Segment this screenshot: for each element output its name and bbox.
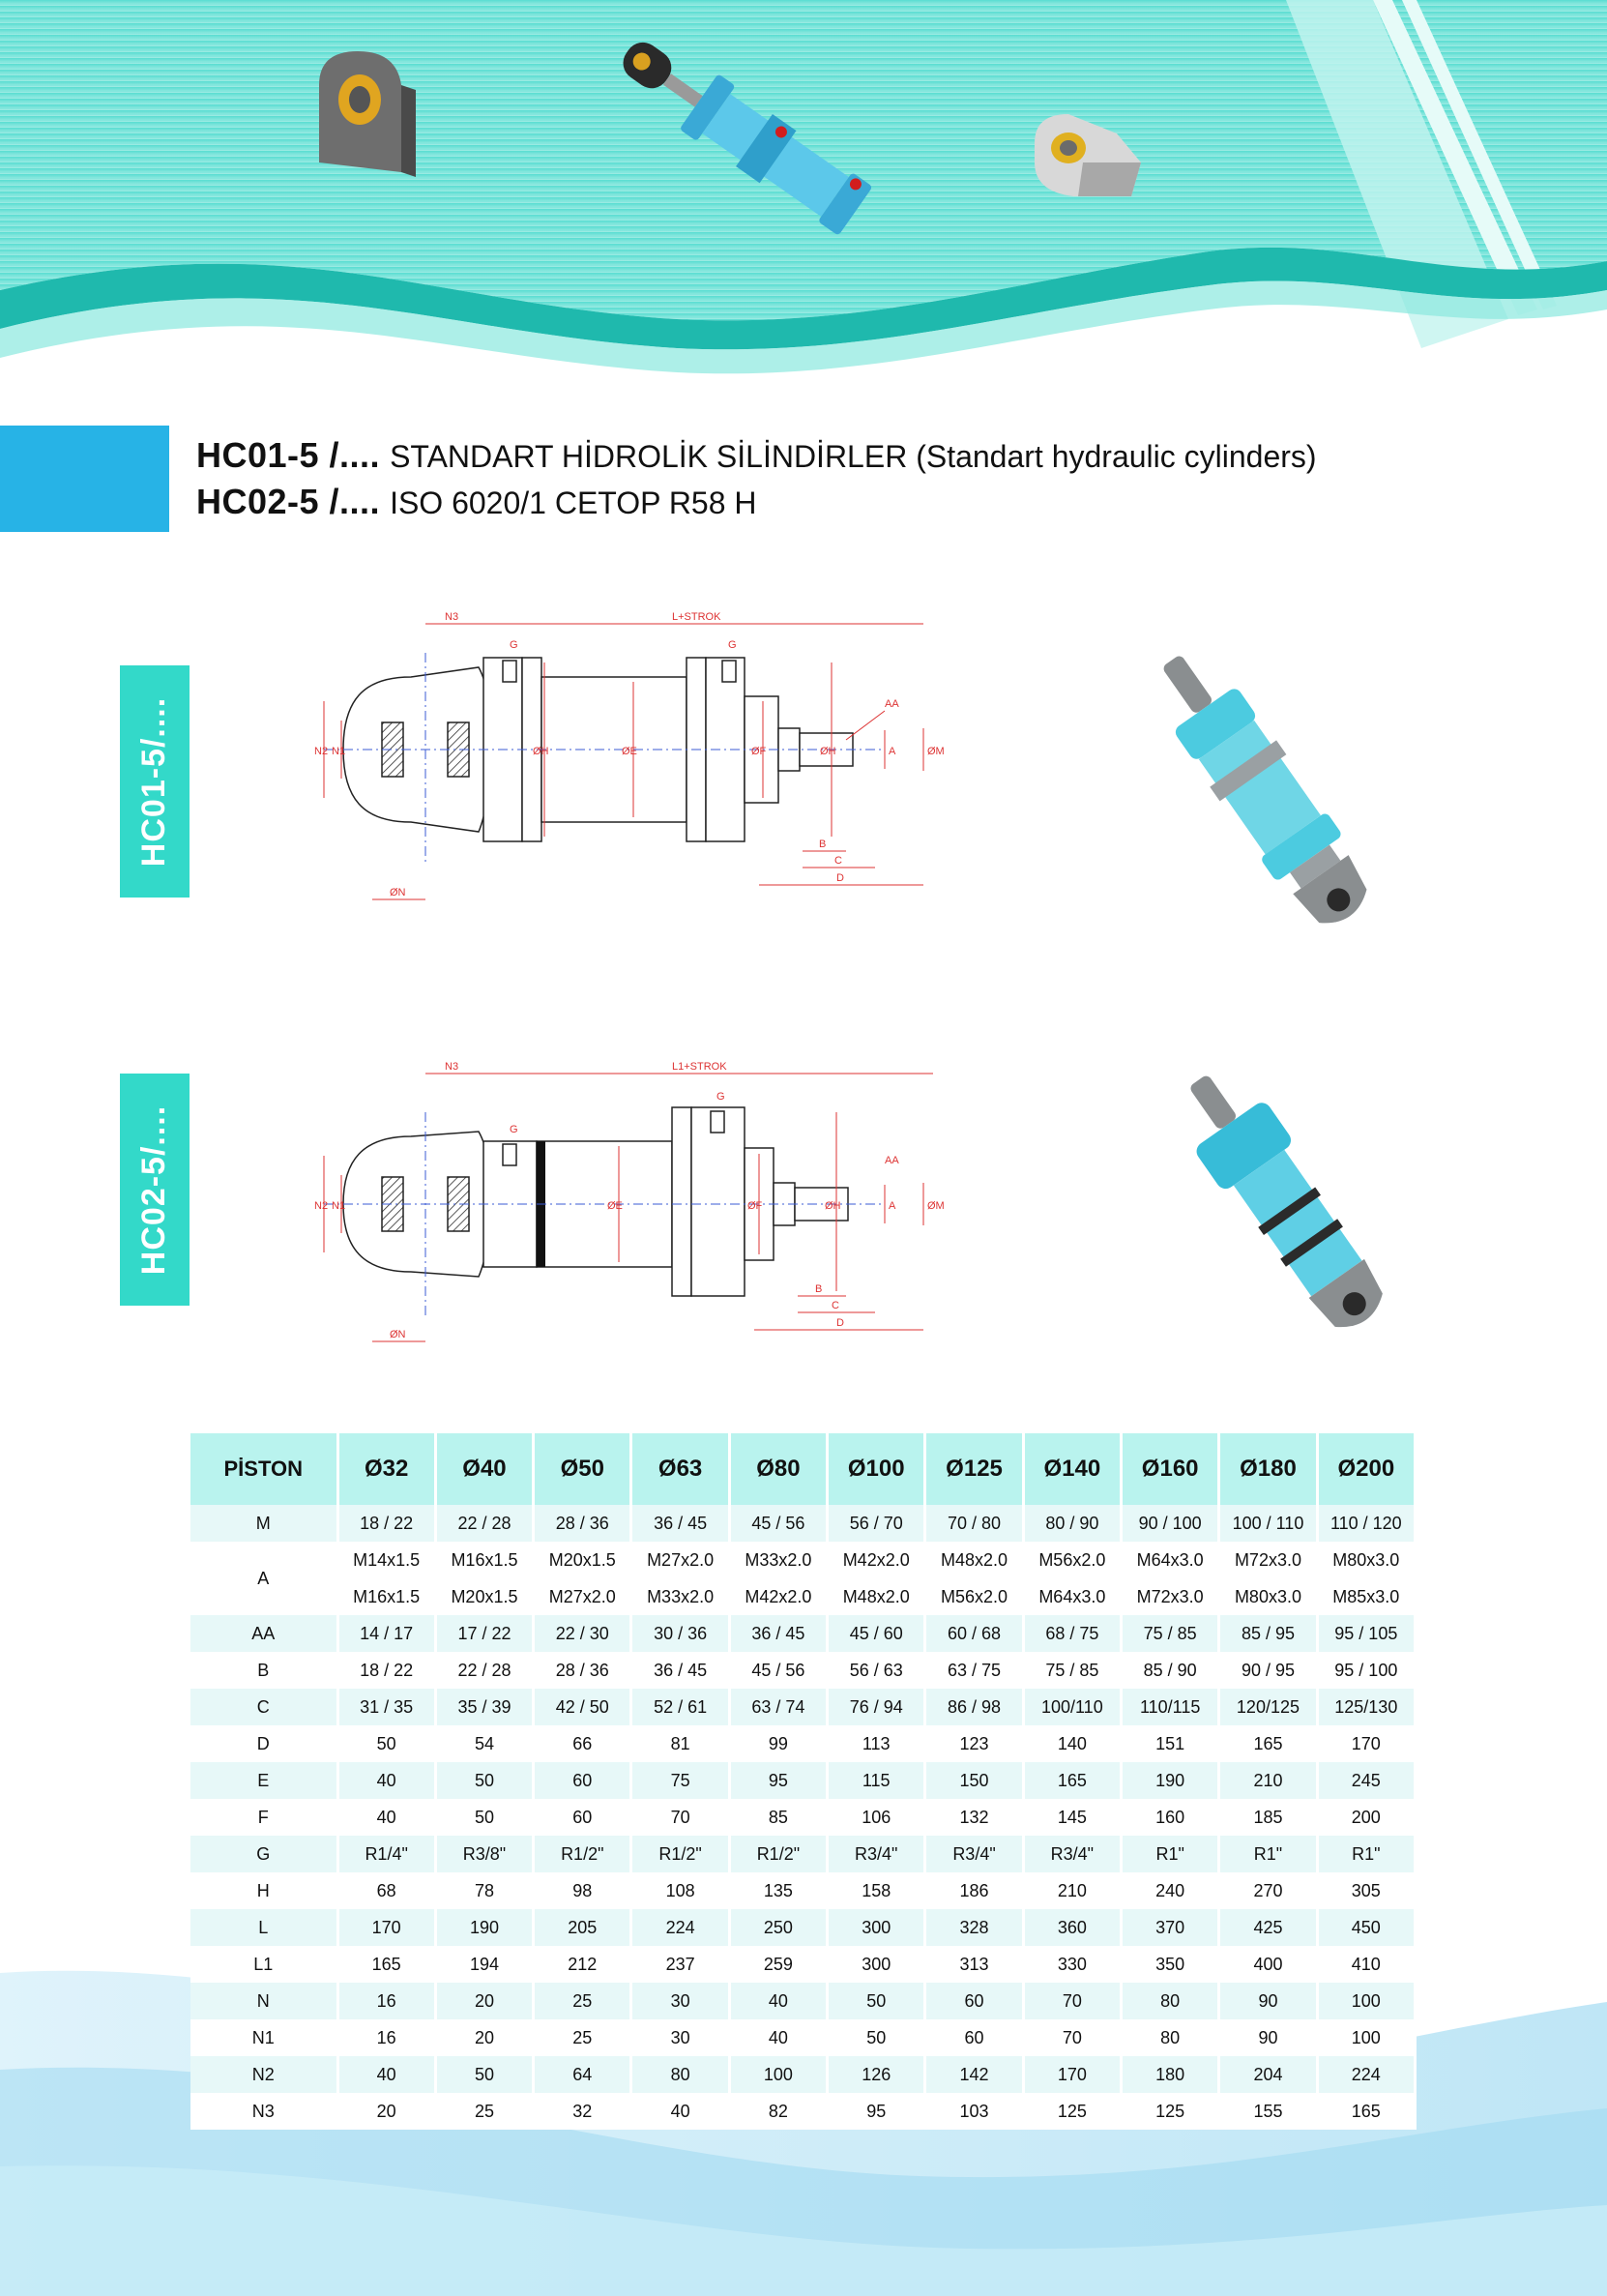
table-cell: 66: [534, 1725, 631, 1762]
header-col: Ø40: [435, 1433, 533, 1505]
table-cell: 25: [534, 2019, 631, 2056]
table-cell: 18 / 22: [337, 1652, 435, 1689]
table-cell: 98: [534, 1872, 631, 1909]
table-cell: 100: [729, 2056, 827, 2093]
row-label: L: [190, 1909, 337, 1946]
table-cell: 85 / 95: [1219, 1615, 1317, 1652]
table-cell: 45 / 56: [729, 1652, 827, 1689]
row-label: N: [190, 1983, 337, 2019]
dim-label-n2: N2: [314, 1200, 329, 1212]
table-cell: 50: [435, 2056, 533, 2093]
table-cell: 204: [1219, 2056, 1317, 2093]
table-row: [190, 1872, 1416, 1909]
table-cell: 20: [337, 2093, 435, 2130]
table-cell: 126: [828, 2056, 925, 2093]
table-cell: 95 / 100: [1317, 1652, 1415, 1689]
table-cell: 123: [925, 1725, 1023, 1762]
table-cell: 60: [925, 1983, 1023, 2019]
table-cell: 40: [337, 1799, 435, 1836]
dim-label-c: C: [832, 1300, 839, 1311]
table-cell: 224: [631, 1909, 729, 1946]
table-cell: 20: [435, 1983, 533, 2019]
table-cell: 180: [1122, 2056, 1219, 2093]
table-cell: 30: [631, 2019, 729, 2056]
table-cell: 82: [729, 2093, 827, 2130]
rod-eye-icon: [1025, 104, 1151, 211]
standard-description: ISO 6020/1 CETOP R58 H: [390, 486, 757, 520]
header-piston: PİSTON: [190, 1433, 337, 1505]
table-cell: 80: [1122, 2019, 1219, 2056]
table-cell: M56x2.0: [925, 1578, 1023, 1615]
table-cell: 52 / 61: [631, 1689, 729, 1725]
table-cell: 370: [1122, 1909, 1219, 1946]
table-cell: 56 / 63: [828, 1652, 925, 1689]
side-tab-hc02-label: HC02-5/....: [135, 1104, 173, 1275]
dim-label-n: ØN: [390, 1329, 406, 1340]
table-cell: 132: [925, 1799, 1023, 1836]
dim-label-f: ØF: [751, 746, 767, 757]
table-cell: M48x2.0: [925, 1542, 1023, 1578]
dim-label-g1: G: [510, 1124, 518, 1135]
table-cell: 100: [1317, 1983, 1415, 2019]
dim-label-n1: N1: [332, 746, 346, 757]
row-label: D: [190, 1725, 337, 1762]
table-cell: 20: [435, 2019, 533, 2056]
cylinder-render-hc01: [1097, 638, 1417, 928]
table-cell: 103: [925, 2093, 1023, 2130]
table-cell: M64x3.0: [1122, 1542, 1219, 1578]
table-cell: 90 / 100: [1122, 1505, 1219, 1542]
table-header-row: [190, 1433, 1416, 1505]
table-cell: 40: [729, 2019, 827, 2056]
header-col: Ø200: [1317, 1433, 1415, 1505]
table-cell: 85 / 90: [1122, 1652, 1219, 1689]
table-cell: M20x1.5: [534, 1542, 631, 1578]
dim-label-b: B: [819, 839, 827, 850]
table-cell: M42x2.0: [729, 1578, 827, 1615]
table-cell: 120/125: [1219, 1689, 1317, 1725]
table-cell: 150: [925, 1762, 1023, 1799]
table-cell: 350: [1122, 1946, 1219, 1983]
table-cell: 400: [1219, 1946, 1317, 1983]
header-col: Ø125: [925, 1433, 1023, 1505]
table-cell: 330: [1023, 1946, 1121, 1983]
table-cell: 165: [1023, 1762, 1121, 1799]
row-label: M: [190, 1505, 337, 1542]
dim-label-d: D: [836, 872, 844, 884]
dim-label-g2: G: [716, 1091, 725, 1103]
dim-label-d: D: [836, 1317, 844, 1329]
model-code-hc01: HC01-5 /....: [196, 435, 381, 475]
row-label: C: [190, 1689, 337, 1725]
table-row: [190, 1725, 1416, 1762]
table-row: [190, 1799, 1416, 1836]
table-cell: R1/4": [337, 1836, 435, 1872]
table-cell: 40: [337, 1762, 435, 1799]
title-block: [0, 426, 1607, 532]
header-col: Ø100: [828, 1433, 925, 1505]
table-cell: 410: [1317, 1946, 1415, 1983]
table-cell: 155: [1219, 2093, 1317, 2130]
table-cell: 63 / 75: [925, 1652, 1023, 1689]
table-cell: R3/8": [435, 1836, 533, 1872]
table-cell: 45 / 60: [828, 1615, 925, 1652]
header-col: Ø50: [534, 1433, 631, 1505]
table-cell: 170: [1317, 1725, 1415, 1762]
table-cell: 328: [925, 1909, 1023, 1946]
dim-label-n3: N3: [445, 611, 459, 623]
table-cell: 75 / 85: [1023, 1652, 1121, 1689]
table-cell: 68 / 75: [1023, 1615, 1121, 1652]
table-row: [190, 2093, 1416, 2130]
table-cell: 194: [435, 1946, 533, 1983]
dim-label-h2: ØH: [820, 746, 836, 757]
table-row: [190, 1542, 1416, 1578]
table-cell: 28 / 36: [534, 1652, 631, 1689]
table-cell: 50: [828, 1983, 925, 2019]
table-cell: 28 / 36: [534, 1505, 631, 1542]
row-label: L1: [190, 1946, 337, 1983]
row-label: G: [190, 1836, 337, 1872]
dim-label-c: C: [834, 855, 842, 867]
table-cell: 40: [729, 1983, 827, 2019]
table-cell: R3/4": [925, 1836, 1023, 1872]
header-col: Ø140: [1023, 1433, 1121, 1505]
table-cell: 95: [828, 2093, 925, 2130]
table-cell: 70: [1023, 2019, 1121, 2056]
table-cell: 142: [925, 2056, 1023, 2093]
table-cell: 22 / 30: [534, 1615, 631, 1652]
technical-drawing-hc02: [305, 1059, 1059, 1349]
side-tab-hc01-label: HC01-5/....: [135, 696, 173, 867]
title-line-2: [196, 482, 757, 522]
table-cell: 245: [1317, 1762, 1415, 1799]
table-cell: 305: [1317, 1872, 1415, 1909]
table-row: [190, 1909, 1416, 1946]
table-cell: R1": [1317, 1836, 1415, 1872]
table-cell: 75 / 85: [1122, 1615, 1219, 1652]
table-cell: 64: [534, 2056, 631, 2093]
technical-drawing-hc01: [305, 604, 1059, 914]
dim-label-f: ØF: [747, 1200, 763, 1212]
table-cell: 110 / 120: [1317, 1505, 1415, 1542]
table-cell: 158: [828, 1872, 925, 1909]
table-cell: M16x1.5: [337, 1578, 435, 1615]
table-cell: 140: [1023, 1725, 1121, 1762]
table-cell: 212: [534, 1946, 631, 1983]
table-cell: 125: [1023, 2093, 1121, 2130]
table-row: [190, 1946, 1416, 1983]
table-cell: 78: [435, 1872, 533, 1909]
row-label: AA: [190, 1615, 337, 1652]
table-cell: 237: [631, 1946, 729, 1983]
table-row: [190, 1983, 1416, 2019]
table-cell: R3/4": [1023, 1836, 1121, 1872]
table-row: [190, 2019, 1416, 2056]
dim-label-a: A: [889, 1200, 896, 1212]
dim-label-n: ØN: [390, 887, 406, 898]
row-label: E: [190, 1762, 337, 1799]
dim-label-h1: ØH: [533, 746, 549, 757]
table-row: [190, 1836, 1416, 1872]
table-cell: 36 / 45: [631, 1652, 729, 1689]
header-col: Ø32: [337, 1433, 435, 1505]
table-cell: 165: [1219, 1725, 1317, 1762]
row-label: N1: [190, 2019, 337, 2056]
header-col: Ø180: [1219, 1433, 1317, 1505]
table-cell: 18 / 22: [337, 1505, 435, 1542]
clevis-bracket-icon: [309, 46, 425, 182]
row-label: B: [190, 1652, 337, 1689]
table-cell: 185: [1219, 1799, 1317, 1836]
table-cell: 250: [729, 1909, 827, 1946]
table-cell: 200: [1317, 1799, 1415, 1836]
table-cell: 170: [337, 1909, 435, 1946]
dim-label-n1: N1: [332, 1200, 346, 1212]
table-cell: 259: [729, 1946, 827, 1983]
model-code-hc02: HC02-5 /....: [196, 482, 381, 521]
table-row: [190, 1505, 1416, 1542]
table-cell: 22 / 28: [435, 1505, 533, 1542]
table-cell: 224: [1317, 2056, 1415, 2093]
table-cell: 300: [828, 1909, 925, 1946]
table-cell: 81: [631, 1725, 729, 1762]
table-cell: 60: [534, 1799, 631, 1836]
table-cell: 70: [1023, 1983, 1121, 2019]
table-cell: 80: [1122, 1983, 1219, 2019]
table-cell: R1/2": [534, 1836, 631, 1872]
table-cell: 70 / 80: [925, 1505, 1023, 1542]
table-cell: 125: [1122, 2093, 1219, 2130]
table-cell: 270: [1219, 1872, 1317, 1909]
table-cell: 60 / 68: [925, 1615, 1023, 1652]
table-row: [190, 2056, 1416, 2093]
table-cell: M27x2.0: [631, 1542, 729, 1578]
dim-label-h: ØH: [825, 1200, 841, 1212]
row-label: N3: [190, 2093, 337, 2130]
table-row: [190, 1689, 1416, 1725]
table-cell: 210: [1023, 1872, 1121, 1909]
table-cell: 36 / 45: [631, 1505, 729, 1542]
table-cell: 90: [1219, 1983, 1317, 2019]
dim-label-n3: N3: [445, 1061, 459, 1073]
table-cell: 16: [337, 1983, 435, 2019]
table-cell: 95 / 105: [1317, 1615, 1415, 1652]
table-cell: 100 / 110: [1219, 1505, 1317, 1542]
dim-label-l1-strok: L1+STROK: [672, 1061, 727, 1073]
table-cell: M16x1.5: [435, 1542, 533, 1578]
table-cell: M33x2.0: [631, 1578, 729, 1615]
table-cell: 190: [1122, 1762, 1219, 1799]
row-label: F: [190, 1799, 337, 1836]
table-cell: R1": [1219, 1836, 1317, 1872]
table-cell: 425: [1219, 1909, 1317, 1946]
row-label: A: [190, 1542, 337, 1615]
cylinder-render-hc02: [1136, 1054, 1426, 1344]
table-cell: 40: [337, 2056, 435, 2093]
table-cell: M48x2.0: [828, 1578, 925, 1615]
header-col: Ø80: [729, 1433, 827, 1505]
table-cell: 115: [828, 1762, 925, 1799]
table-cell: 75: [631, 1762, 729, 1799]
table-cell: 60: [534, 1762, 631, 1799]
table-cell: 300: [828, 1946, 925, 1983]
table-row: [190, 1762, 1416, 1799]
table-cell: M42x2.0: [828, 1542, 925, 1578]
table-cell: 31 / 35: [337, 1689, 435, 1725]
table-cell: 125/130: [1317, 1689, 1415, 1725]
table-cell: 90: [1219, 2019, 1317, 2056]
table-cell: R3/4": [828, 1836, 925, 1872]
table-cell: 17 / 22: [435, 1615, 533, 1652]
side-tab-hc02: [120, 1074, 190, 1306]
table-cell: 160: [1122, 1799, 1219, 1836]
side-tab-hc01: [120, 665, 190, 898]
table-cell: 313: [925, 1946, 1023, 1983]
header-col: Ø160: [1122, 1433, 1219, 1505]
table-cell: 113: [828, 1725, 925, 1762]
table-cell: 50: [435, 1762, 533, 1799]
table-cell: M14x1.5: [337, 1542, 435, 1578]
table-cell: 14 / 17: [337, 1615, 435, 1652]
table-cell: 50: [435, 1799, 533, 1836]
dim-label-e: ØE: [622, 746, 637, 757]
header-col: Ø63: [631, 1433, 729, 1505]
table-cell: 190: [435, 1909, 533, 1946]
table-cell: M85x3.0: [1317, 1578, 1415, 1615]
dim-label-aa: AA: [885, 698, 899, 710]
table-cell: 76 / 94: [828, 1689, 925, 1725]
table-cell: 54: [435, 1725, 533, 1762]
table-cell: 86 / 98: [925, 1689, 1023, 1725]
table-cell: 35 / 39: [435, 1689, 533, 1725]
table-cell: M72x3.0: [1122, 1578, 1219, 1615]
table-cell: 106: [828, 1799, 925, 1836]
table-cell: 25: [435, 2093, 533, 2130]
table-cell: 60: [925, 2019, 1023, 2056]
table-cell: 30: [631, 1983, 729, 2019]
dim-label-e: ØE: [607, 1200, 623, 1212]
table-cell: 151: [1122, 1725, 1219, 1762]
dim-label-m: ØM: [927, 1200, 945, 1212]
table-cell: R1/2": [631, 1836, 729, 1872]
table-cell: 100/110: [1023, 1689, 1121, 1725]
table-cell: 85: [729, 1799, 827, 1836]
table-cell: 135: [729, 1872, 827, 1909]
table-cell: 99: [729, 1725, 827, 1762]
table-cell: 30 / 36: [631, 1615, 729, 1652]
table-cell: M72x3.0: [1219, 1542, 1317, 1578]
table-cell: 25: [534, 1983, 631, 2019]
dim-label-n2: N2: [314, 746, 329, 757]
title-accent-bar: [0, 426, 169, 532]
table-cell: 50: [828, 2019, 925, 2056]
table-cell: M20x1.5: [435, 1578, 533, 1615]
table-cell: 80: [631, 2056, 729, 2093]
table-cell: 165: [337, 1946, 435, 1983]
spec-table: [190, 1433, 1417, 2130]
table-cell: 70: [631, 1799, 729, 1836]
dim-label-l-strok: L+STROK: [672, 611, 721, 623]
table-cell: 450: [1317, 1909, 1415, 1946]
table-cell: 36 / 45: [729, 1615, 827, 1652]
table-cell: M80x3.0: [1317, 1542, 1415, 1578]
dim-label-g2: G: [728, 639, 737, 651]
table-cell: 45 / 56: [729, 1505, 827, 1542]
table-cell: 210: [1219, 1762, 1317, 1799]
row-label: H: [190, 1872, 337, 1909]
dim-label-aa: AA: [885, 1155, 899, 1166]
table-cell: 170: [1023, 2056, 1121, 2093]
table-cell: 32: [534, 2093, 631, 2130]
table-cell: 186: [925, 1872, 1023, 1909]
table-cell: 56 / 70: [828, 1505, 925, 1542]
table-cell: 42 / 50: [534, 1689, 631, 1725]
table-row: [190, 1578, 1416, 1615]
dim-label-b: B: [815, 1283, 823, 1295]
dim-label-a: A: [889, 746, 896, 757]
table-cell: 63 / 74: [729, 1689, 827, 1725]
table-cell: 95: [729, 1762, 827, 1799]
table-cell: 90 / 95: [1219, 1652, 1317, 1689]
table-cell: 16: [337, 2019, 435, 2056]
table-cell: 205: [534, 1909, 631, 1946]
table-cell: M27x2.0: [534, 1578, 631, 1615]
table-cell: 22 / 28: [435, 1652, 533, 1689]
table-cell: 145: [1023, 1799, 1121, 1836]
table-row: [190, 1615, 1416, 1652]
table-cell: 108: [631, 1872, 729, 1909]
table-cell: 240: [1122, 1872, 1219, 1909]
table-cell: M56x2.0: [1023, 1542, 1121, 1578]
dim-label-m: ØM: [927, 746, 945, 757]
table-cell: 80 / 90: [1023, 1505, 1121, 1542]
table-cell: 110/115: [1122, 1689, 1219, 1725]
cylinder-product-icon: [580, 29, 928, 251]
table-cell: M80x3.0: [1219, 1578, 1317, 1615]
table-cell: M64x3.0: [1023, 1578, 1121, 1615]
table-row: [190, 1652, 1416, 1689]
table-cell: 165: [1317, 2093, 1415, 2130]
dim-label-g1: G: [510, 639, 518, 651]
table-cell: 68: [337, 1872, 435, 1909]
table-cell: 50: [337, 1725, 435, 1762]
table-cell: 360: [1023, 1909, 1121, 1946]
table-cell: 40: [631, 2093, 729, 2130]
table-cell: 100: [1317, 2019, 1415, 2056]
title-description: STANDART HİDROLİK SİLİNDİRLER (Standart hydraulic cylinders): [390, 439, 1317, 474]
title-line-1: [196, 435, 1317, 476]
row-label: N2: [190, 2056, 337, 2093]
table-cell: R1/2": [729, 1836, 827, 1872]
table-cell: M33x2.0: [729, 1542, 827, 1578]
table-cell: R1": [1122, 1836, 1219, 1872]
